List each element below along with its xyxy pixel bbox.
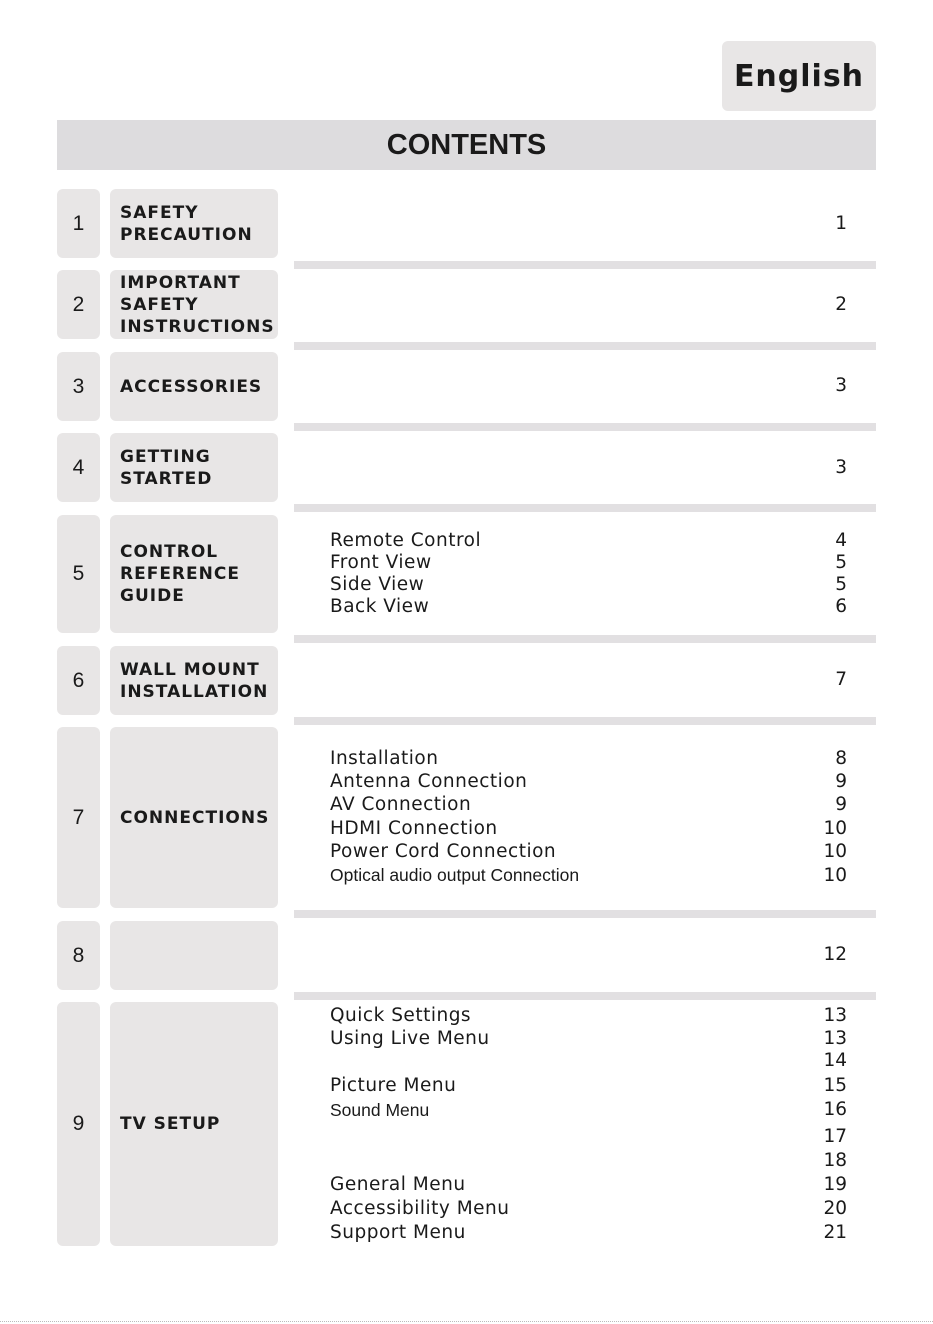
page-number[interactable]: 5 — [835, 552, 847, 573]
language-tab-label: English — [733, 58, 865, 94]
section-divider — [294, 635, 876, 643]
page-number[interactable]: 20 — [823, 1198, 847, 1219]
section-divider — [294, 342, 876, 350]
section-divider — [294, 910, 876, 918]
toc-entry-label[interactable]: Using Live Menu — [330, 1028, 490, 1049]
section-number: 6 — [72, 668, 85, 692]
section-divider — [294, 992, 876, 1000]
section-title-box[interactable] — [110, 515, 278, 633]
toc-entry-label[interactable]: Remote Control — [330, 530, 482, 551]
page-number[interactable]: 10 — [823, 865, 847, 886]
section-title-box[interactable] — [110, 270, 278, 339]
page-number[interactable]: 3 — [835, 457, 847, 478]
section-divider — [294, 261, 876, 269]
page-number[interactable]: 10 — [823, 841, 847, 862]
section-number-box — [57, 352, 100, 421]
page-bottom-rule — [0, 1321, 933, 1322]
page-number[interactable]: 8 — [835, 748, 847, 769]
section-number: 3 — [72, 374, 85, 398]
section-number-box — [57, 646, 100, 715]
toc-entry-label[interactable]: HDMI Connection — [330, 818, 498, 839]
page-number[interactable]: 18 — [823, 1150, 847, 1171]
page-number[interactable]: 16 — [823, 1099, 847, 1120]
section-title: IMPORTANT SAFETY INSTRUCTIONS — [120, 272, 275, 337]
section-number: 9 — [72, 1112, 85, 1135]
section-title-box[interactable] — [110, 921, 278, 990]
section-number: 7 — [72, 805, 85, 829]
toc-entry-label[interactable]: Optical audio output Connection — [330, 865, 580, 885]
language-tab[interactable] — [722, 41, 876, 111]
page-number[interactable]: 9 — [835, 794, 847, 815]
toc-entry-label[interactable]: Antenna Connection — [330, 771, 528, 792]
page-number[interactable]: 6 — [835, 596, 847, 617]
section-divider — [294, 717, 876, 725]
page-number[interactable]: 19 — [823, 1174, 847, 1195]
section-title-box[interactable] — [110, 433, 278, 502]
toc-entry-label[interactable]: Quick Settings — [330, 1005, 472, 1026]
page-number[interactable]: 4 — [835, 530, 847, 551]
section-divider — [294, 504, 876, 512]
section-title-box[interactable] — [110, 1002, 278, 1246]
section-title-box[interactable] — [110, 727, 278, 908]
section-number-box — [57, 270, 100, 339]
page-number[interactable]: 13 — [823, 1005, 847, 1026]
section-number-box — [57, 515, 100, 633]
page-title: CONTENTS — [386, 128, 547, 161]
page-number[interactable]: 10 — [823, 818, 847, 839]
section-title: GETTING STARTED — [120, 446, 213, 489]
section-title: CONTROL REFERENCE GUIDE — [120, 542, 240, 606]
section-title: CONNECTIONS — [120, 807, 270, 828]
toc-entry-label[interactable]: Picture Menu — [330, 1075, 457, 1096]
section-number: 4 — [72, 455, 85, 479]
section-number: 1 — [72, 211, 85, 235]
toc-entry-label[interactable]: Sound Menu — [330, 1100, 430, 1120]
toc-entry-label[interactable]: Side View — [330, 574, 425, 595]
section-number-box — [57, 189, 100, 258]
section-number: 5 — [72, 562, 85, 585]
section-title-box[interactable] — [110, 646, 278, 715]
page-number[interactable]: 3 — [835, 375, 847, 396]
section-number-box — [57, 1002, 100, 1246]
page-number[interactable]: 21 — [823, 1222, 847, 1243]
page-number[interactable]: 15 — [823, 1075, 847, 1096]
page-number[interactable]: 5 — [835, 574, 847, 595]
toc-entry-label[interactable]: Installation — [330, 748, 439, 769]
page-number[interactable]: 12 — [823, 944, 847, 965]
section-title: SAFETY PRECAUTION — [120, 202, 253, 245]
toc-entry-label[interactable]: General Menu — [330, 1174, 466, 1195]
section-title: WALL MOUNT INSTALLATION — [120, 659, 269, 702]
page-number[interactable]: 13 — [823, 1028, 847, 1049]
section-title: TV SETUP — [120, 1114, 221, 1134]
page-number[interactable]: 2 — [835, 294, 847, 315]
page-number[interactable]: 9 — [835, 771, 847, 792]
section-title-box[interactable] — [110, 352, 278, 421]
section-number-box — [57, 921, 100, 990]
page-number[interactable]: 14 — [823, 1050, 847, 1071]
toc-entry-label[interactable]: AV Connection — [330, 794, 472, 815]
toc-entry-label[interactable]: Back View — [330, 596, 430, 617]
section-number-box — [57, 433, 100, 502]
toc-entry-label[interactable]: Power Cord Connection — [330, 841, 557, 862]
section-number: 2 — [72, 292, 85, 316]
page-number[interactable]: 7 — [835, 669, 847, 690]
page-number[interactable]: 1 — [835, 213, 847, 234]
contents-heading-bar — [57, 120, 876, 170]
section-number: 8 — [72, 943, 85, 967]
page-number[interactable]: 17 — [823, 1126, 847, 1147]
toc-entry-label[interactable]: Accessibility Menu — [330, 1198, 510, 1219]
section-divider — [294, 423, 876, 431]
section-title: ACCESSORIES — [120, 376, 263, 397]
toc-entry-label[interactable]: Support Menu — [330, 1222, 466, 1243]
section-number-box — [57, 727, 100, 908]
toc-entry-label[interactable]: Front View — [330, 552, 432, 573]
section-title-box[interactable] — [110, 189, 278, 258]
